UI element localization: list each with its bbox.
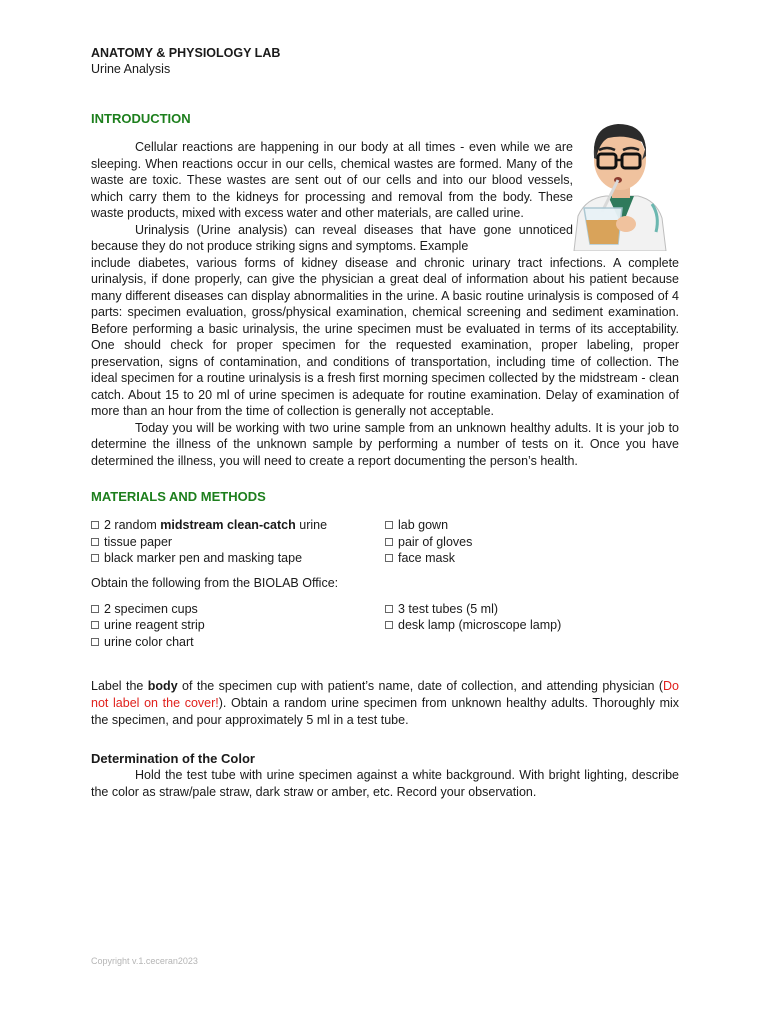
checklist-item[interactable] <box>91 550 385 567</box>
checkbox-icon[interactable] <box>385 605 393 613</box>
checkbox-icon[interactable] <box>91 554 99 562</box>
checkbox-icon[interactable] <box>385 554 393 562</box>
checkbox-icon[interactable] <box>91 605 99 613</box>
copyright-footer: Copyright v.1.ceceran2023 <box>91 956 198 966</box>
intro-paragraph-3: Today you will be working with two urine sample from an unknown healthy adults. It is your job to determine the illness of the unknown sample by performing a number of tests on it. Once you have determined the illness, you will need to create a report documenting the person’s health. <box>91 420 679 468</box>
materials-methods-heading: MATERIALS AND METHODS <box>91 489 266 504</box>
checklist-item[interactable] <box>91 534 385 551</box>
checkbox-icon[interactable] <box>385 538 393 546</box>
checklist-label: desk lamp (microscope lamp) <box>398 618 562 632</box>
emphasis-text: midstream clean-catch <box>160 518 296 532</box>
biolab-right-column <box>385 601 679 651</box>
color-determination-body: Hold the test tube with urine specimen against a white background. With bright lighting, describe the color as straw/pale straw, dark straw or amber, etc. Record your observation. <box>91 768 679 799</box>
materials-right-column <box>385 517 679 567</box>
scientist-avatar-illustration <box>556 116 686 251</box>
checklist-label: 3 test tubes (5 ml) <box>398 601 499 616</box>
biolab-office-note: Obtain the following from the BIOLAB Office: <box>91 575 339 590</box>
checkbox-icon[interactable] <box>385 621 393 629</box>
checklist-item[interactable] <box>91 634 385 651</box>
color-determination-heading: Determination of the Color <box>91 751 255 766</box>
checklist-label: pair of gloves <box>398 534 473 549</box>
checklist-label: 2 random midstream clean-catch urine <box>104 518 328 532</box>
checklist-label: black marker pen and masking tape <box>104 551 303 565</box>
lab-subtitle: Urine Analysis <box>91 62 171 76</box>
biolab-left-column <box>91 601 385 651</box>
checklist-label: lab gown <box>398 518 449 532</box>
checkbox-icon[interactable] <box>91 638 99 646</box>
checklist-label: tissue paper <box>104 534 173 549</box>
checklist-item[interactable] <box>91 601 385 618</box>
checklist-item[interactable] <box>385 517 679 534</box>
checklist-item[interactable] <box>91 517 385 534</box>
checkbox-icon[interactable] <box>385 521 393 529</box>
checklist-label: 2 specimen cups <box>104 601 198 616</box>
checklist-label: urine color chart <box>104 634 194 649</box>
checklist-label: face mask <box>398 551 455 565</box>
intro-paragraph-1: Cellular reactions are happening in our body at all times - even while we are sleeping. When reactions occur in our cells, chemical wastes are formed. Many of the waste are toxic. These wastes are sent out of our cells and into our blood vessels, which carry them to the kidneys for processing and removal from the body. These waste products, mixed with excess water and other materials, are called urine. <box>91 140 573 220</box>
checklist-item[interactable] <box>385 534 679 551</box>
labeling-instructions: Label the body of the specimen cup with patient’s name, date of collection, and attending physician (Do not label on the cover!). Obtain a random urine specimen from unknown healthy adults. Thoroughly mix the specimen, and pour approximately 5 ml in a test tube. <box>91 679 680 727</box>
warning-text: Do not label on the cover! <box>91 679 679 710</box>
checklist-item[interactable] <box>385 550 679 567</box>
introduction-heading: INTRODUCTION <box>91 111 191 126</box>
biolab-checklist <box>91 601 679 651</box>
materials-left-column <box>91 517 385 567</box>
materials-checklist <box>91 517 679 567</box>
checkbox-icon[interactable] <box>91 538 99 546</box>
document-page <box>91 46 679 800</box>
checklist-item[interactable] <box>385 617 679 634</box>
lab-title: ANATOMY & PHYSIOLOGY LAB <box>91 46 281 60</box>
checklist-item[interactable] <box>385 601 679 618</box>
checklist-label: urine reagent strip <box>104 618 205 632</box>
checklist-item[interactable] <box>91 617 385 634</box>
checkbox-icon[interactable] <box>91 521 99 529</box>
intro-paragraph-2-continued: include diabetes, various forms of kidney disease and chronic urinary tract infections. A complete urinalysis, if done properly, can give the physician a great deal of information about his patient because many different diseases can display abnormalities in the urine. A basic routine urinalysis is composed of 4 parts: specimen evaluation, gross/physical examination, chemical screening and sediment examination. Before performing a basic urinalysis, the urine specimen must be evaluated in terms of its acceptability. One should check for proper specimen for the requested examination, proper labeling, proper preservation, signs of contamination, and conditions of transportation, including time of collection. The ideal specimen for a routine urinalysis is a fresh first morning specimen collected by the midstream - clean catch. About 15 to 20 ml of urine specimen is adequate for routine examination. Delay of examination of more than an hour from the time of collection is generally not acceptable. <box>91 255 679 418</box>
emphasis-text: body <box>147 679 178 693</box>
intro-paragraph-2: Urinalysis (Urine analysis) can reveal diseases that have gone unnoticed because they do not produce striking signs and symptoms. Example <box>91 222 573 253</box>
checkbox-icon[interactable] <box>91 621 99 629</box>
